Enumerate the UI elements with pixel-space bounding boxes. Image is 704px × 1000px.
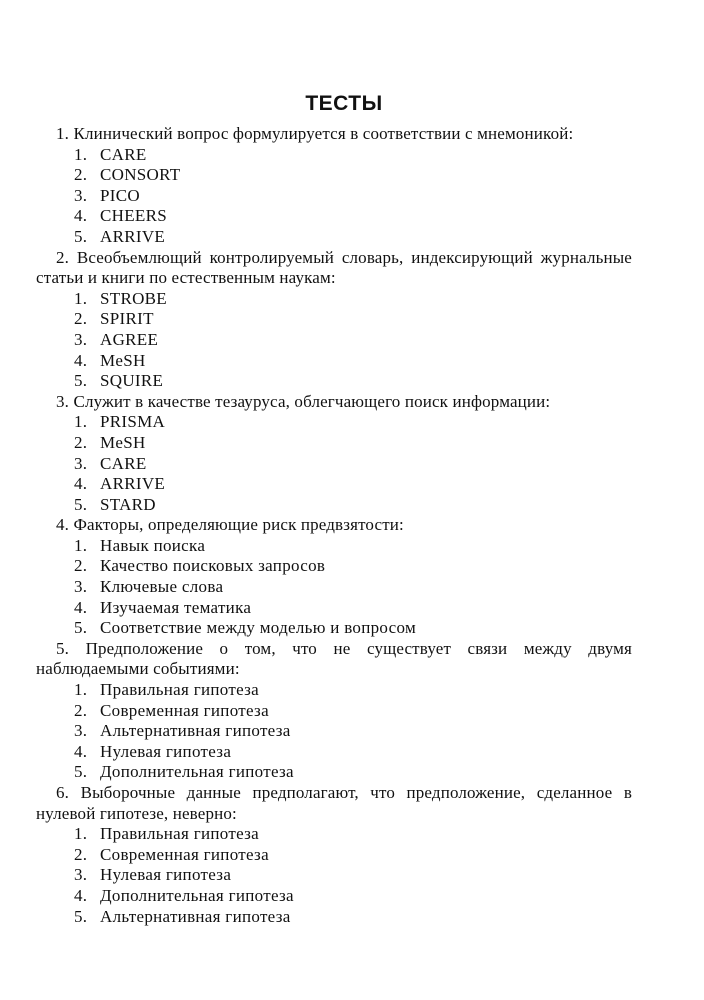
document-page — [36, 90, 632, 927]
answer-option — [74, 145, 632, 166]
answer-option — [74, 351, 632, 372]
option-number: 2. — [74, 165, 88, 185]
option-text: CARE — [100, 453, 147, 473]
answer-option — [74, 186, 632, 207]
answer-option — [74, 474, 632, 495]
option-number: 4. — [74, 885, 88, 905]
option-text: Нулевая гипотеза — [100, 865, 232, 885]
option-text: Современная гипотеза — [100, 844, 269, 864]
answer-option — [74, 556, 632, 577]
option-number: 1. — [74, 824, 88, 844]
answer-option — [74, 371, 632, 392]
option-text: CONSORT — [100, 165, 181, 185]
answer-option — [74, 907, 632, 928]
option-text: CARE — [100, 144, 147, 164]
option-number: 4. — [74, 350, 88, 370]
option-number: 3. — [74, 185, 88, 205]
answer-option — [74, 206, 632, 227]
option-number: 1. — [74, 288, 88, 308]
answer-options — [36, 412, 632, 515]
question-text: 6. Выборочные данные предполагают, что предположение, сделанное в нулевой гипотезе, неверно: — [36, 783, 632, 823]
option-text: Нулевая гипотеза — [100, 741, 232, 761]
option-text: PRISMA — [100, 412, 166, 432]
answer-option — [74, 762, 632, 783]
option-text: SPIRIT — [100, 309, 154, 329]
answer-option — [74, 454, 632, 475]
option-text: STARD — [100, 494, 156, 514]
option-text: PICO — [100, 185, 140, 205]
answer-option — [74, 618, 632, 639]
answer-options — [36, 824, 632, 927]
option-number: 3. — [74, 865, 88, 885]
option-text: MeSH — [100, 432, 146, 452]
answer-option — [74, 680, 632, 701]
option-number: 4. — [74, 206, 88, 226]
option-text: Современная гипотеза — [100, 700, 269, 720]
question-block — [36, 248, 632, 392]
option-number: 2. — [74, 309, 88, 329]
answer-option — [74, 742, 632, 763]
option-number: 2. — [74, 844, 88, 864]
answer-options — [36, 680, 632, 783]
question-block — [36, 392, 632, 516]
option-text: Дополнительная гипотеза — [100, 762, 294, 782]
option-number: 5. — [74, 226, 88, 246]
option-number: 5. — [74, 494, 88, 514]
question-list — [36, 124, 632, 927]
option-number: 5. — [74, 371, 88, 391]
option-text: Соответствие между моделью и вопросом — [100, 618, 417, 638]
option-number: 4. — [74, 741, 88, 761]
option-text: Альтернативная гипотеза — [100, 721, 291, 741]
answer-option — [74, 577, 632, 598]
question-text: 5. Предположение о том, что не существует связи между двумя наблюдаемыми событиями: — [36, 638, 632, 679]
answer-options — [36, 145, 632, 248]
option-number: 1. — [74, 535, 88, 555]
question-block — [36, 639, 632, 783]
question-block — [36, 515, 632, 639]
option-number: 5. — [74, 906, 88, 926]
answer-option — [74, 330, 632, 351]
answer-options — [36, 536, 632, 639]
answer-option — [74, 598, 632, 619]
option-text: Навык поиска — [100, 535, 206, 555]
option-number: 1. — [74, 412, 88, 432]
answer-option — [74, 845, 632, 866]
answer-option — [74, 865, 632, 886]
option-number: 3. — [74, 329, 88, 349]
answer-option — [74, 165, 632, 186]
question-text: 4. Факторы, определяющие риск предвзятости: — [56, 515, 404, 535]
answer-option — [74, 721, 632, 742]
option-number: 4. — [74, 597, 88, 617]
option-text: Ключевые слова — [100, 577, 224, 597]
option-number: 1. — [74, 680, 88, 700]
question-text: 3. Служит в качестве тезауруса, облегчающего поиск информации: — [56, 391, 551, 411]
option-number: 4. — [74, 474, 88, 494]
option-text: ARRIVE — [100, 226, 166, 246]
question-block — [36, 783, 632, 927]
answer-option — [74, 309, 632, 330]
answer-option — [74, 536, 632, 557]
option-text: AGREE — [100, 329, 159, 349]
question-text: 2. Всеобъемлющий контролируемый словарь, индексирующий журнальные статьи и книги по естественным наукам: — [36, 247, 632, 288]
option-number: 2. — [74, 700, 88, 720]
answer-option — [74, 412, 632, 433]
option-text: Изучаемая тематика — [100, 597, 252, 617]
option-number: 2. — [74, 432, 88, 452]
option-text: Дополнительная гипотеза — [100, 885, 294, 905]
option-text: SQUIRE — [100, 371, 164, 391]
option-number: 5. — [74, 762, 88, 782]
answer-options — [36, 289, 632, 392]
option-number: 3. — [74, 577, 88, 597]
question-block — [36, 124, 632, 248]
question-text: 1. Клинический вопрос формулируется в соответствии с мнемоникой: — [56, 124, 574, 143]
option-text: Правильная гипотеза — [100, 680, 259, 700]
answer-option — [74, 289, 632, 310]
option-text: Альтернативная гипотеза — [100, 906, 291, 926]
option-number: 3. — [74, 721, 88, 741]
option-text: ARRIVE — [100, 474, 166, 494]
option-text: Правильная гипотеза — [100, 824, 259, 844]
answer-option — [74, 495, 632, 516]
answer-option — [74, 886, 632, 907]
answer-option — [74, 227, 632, 248]
option-number: 3. — [74, 453, 88, 473]
option-number: 2. — [74, 556, 88, 576]
page-title: ТЕСТЫ — [305, 92, 383, 115]
answer-option — [74, 824, 632, 845]
option-number: 5. — [74, 618, 88, 638]
option-number: 1. — [74, 144, 88, 164]
answer-option — [74, 701, 632, 722]
option-text: Качество поисковых запросов — [100, 556, 326, 576]
answer-option — [74, 433, 632, 454]
option-text: CHEERS — [100, 206, 167, 226]
option-text: MeSH — [100, 350, 146, 370]
option-text: STROBE — [100, 288, 167, 308]
